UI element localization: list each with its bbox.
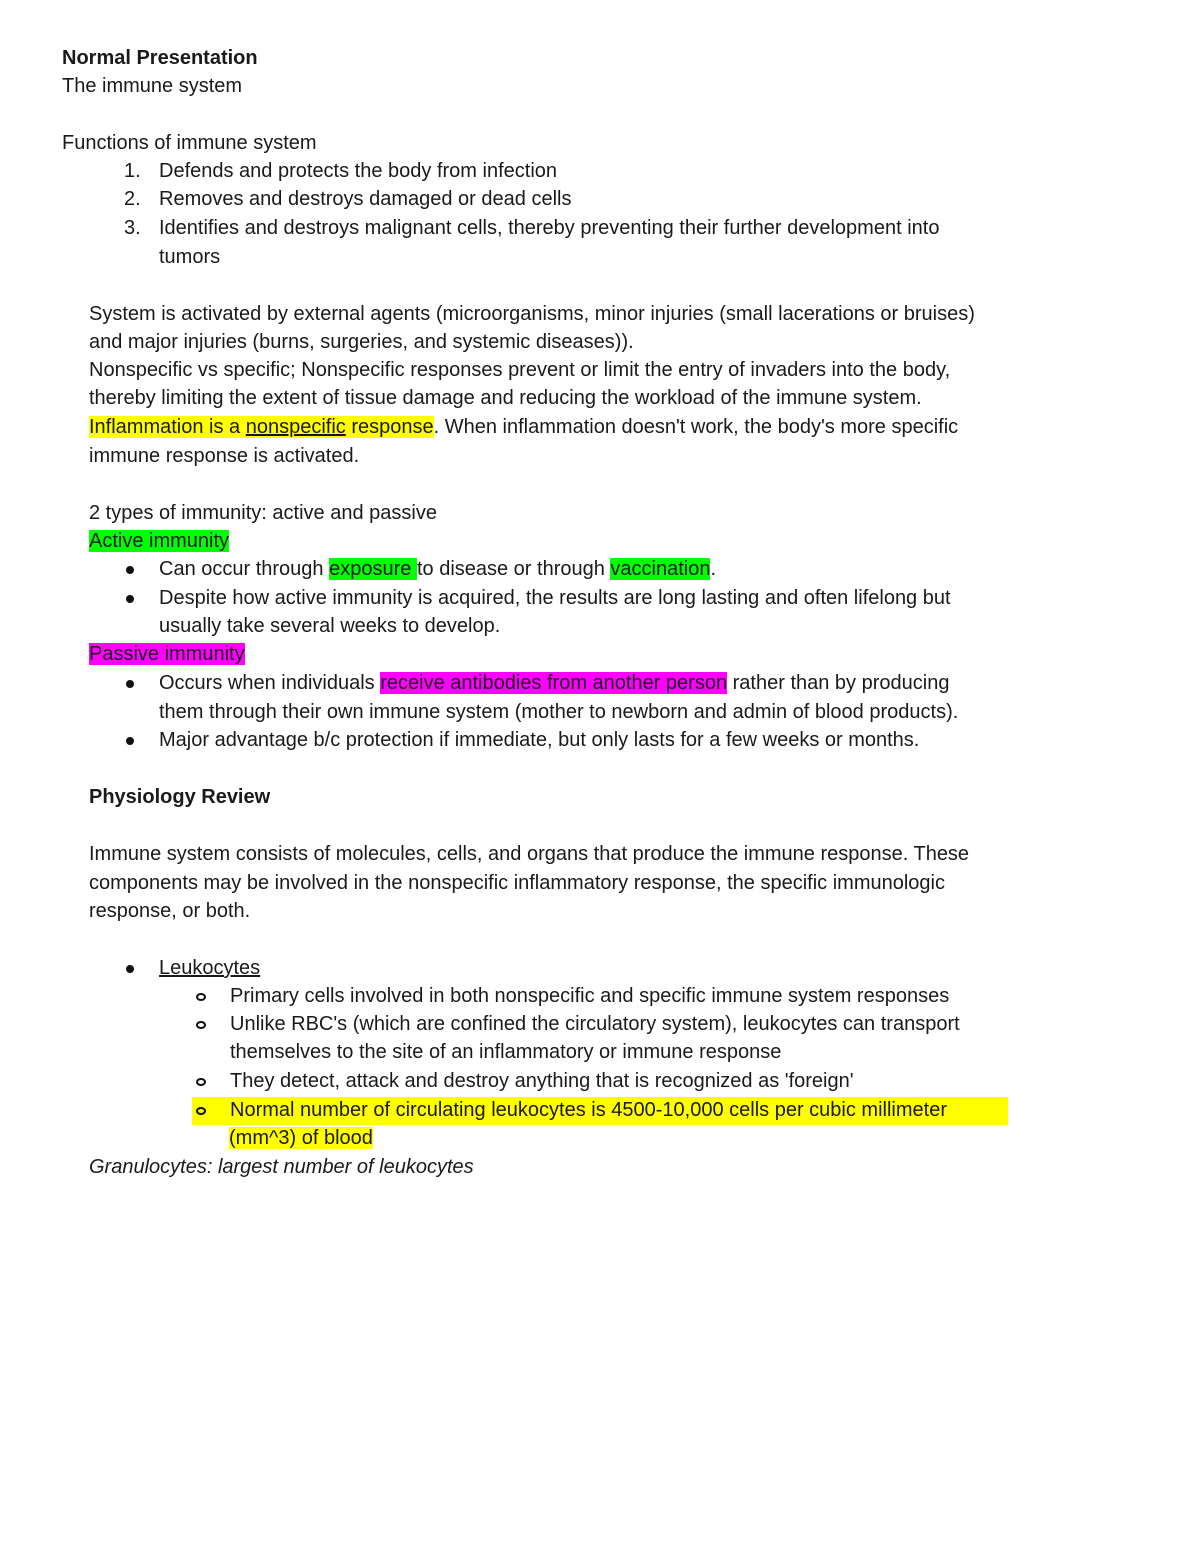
antibodies-highlight: receive antibodies from another person (380, 672, 728, 694)
hollow-bullet-icon (196, 1078, 206, 1086)
function-item: Removes and destroys damaged or dead cells (159, 188, 572, 210)
highlight-text: Inflammation is a (89, 416, 246, 438)
sub-bullet-item-highlighted: Normal number of circulating leukocytes is 4500-10,000 cells per cubic millimeter (230, 1099, 947, 1121)
bullet-text: Occurs when individuals (159, 672, 381, 694)
hollow-bullet-icon (196, 993, 206, 1001)
list-number: 3. (124, 217, 141, 239)
highlight-text: response (345, 416, 434, 438)
active-immunity-highlight: Active immunity (89, 530, 230, 552)
function-item: Defends and protects the body from infection (159, 160, 558, 182)
bullet-text: Can occur through (159, 558, 330, 580)
sub-bullet-item: Unlike RBC's (which are confined the circulatory system), leukocytes can transport (230, 1013, 960, 1035)
paragraph-line: System is activated by external agents (microorganisms, minor injuries (small lacerations or bruises) (89, 303, 975, 325)
section-heading: Physiology Review (89, 786, 271, 808)
bullet-item-continuation: them through their own immune system (mother to newborn and admin of blood products). (159, 701, 959, 723)
paragraph-line: response, or both. (89, 900, 251, 922)
paragraph-text: . When inflammation doesn't work, the body's more specific (433, 416, 959, 438)
active-immunity-label (89, 527, 229, 556)
leukocytes-label: Leukocytes (159, 957, 261, 979)
sub-bullet-continuation: themselves to the site of an inflammatory or immune response (230, 1041, 782, 1063)
granulocytes-note: Granulocytes: largest number of leukocytes (89, 1156, 474, 1178)
bullet-icon (126, 566, 134, 574)
hollow-bullet-icon (196, 1107, 206, 1115)
bullet-icon (126, 680, 134, 688)
function-item: Identifies and destroys malignant cells, thereby preventing their further development into (159, 217, 940, 239)
inflammation-highlight (89, 416, 434, 438)
bullet-item: Major advantage b/c protection if immediate, but only lasts for a few weeks or months. (159, 729, 920, 751)
paragraph-line: immune response is activated. (89, 445, 360, 467)
functions-title: Functions of immune system (62, 132, 317, 154)
paragraph-line-highlighted (89, 413, 958, 442)
bullet-text: rather than by producing (727, 672, 950, 694)
bullet-item (159, 555, 716, 584)
paragraph-line: Nonspecific vs specific; Nonspecific responses prevent or limit the entry of invaders into the body, (89, 359, 951, 381)
sub-bullet-item: Primary cells involved in both nonspecific and specific immune system responses (230, 985, 950, 1007)
paragraph-line: components may be involved in the nonspecific inflammatory response, the specific immunologic (89, 872, 945, 894)
passive-immunity-label (89, 640, 245, 669)
bullet-item (159, 669, 949, 698)
paragraph-line: and major injuries (burns, surgeries, and systemic diseases)). (89, 331, 634, 353)
sub-bullet-continuation-highlighted (229, 1124, 373, 1153)
immunity-title: 2 types of immunity: active and passive (89, 502, 437, 524)
bullet-icon (126, 595, 134, 603)
bullet-text: to disease or through (416, 558, 611, 580)
bullet-icon (126, 737, 134, 745)
leukocyte-count-highlight: (mm^3) of blood (229, 1127, 373, 1149)
paragraph-line: Immune system consists of molecules, cells, and organs that produce the immune response. These (89, 843, 970, 865)
bullet-text: . (710, 558, 717, 580)
list-number: 2. (124, 188, 141, 210)
section-subtitle: The immune system (62, 75, 243, 97)
exposure-highlight: exposure (329, 558, 417, 580)
function-item-continuation: tumors (159, 246, 221, 268)
sub-bullet-item: They detect, attack and destroy anything that is recognized as 'foreign' (230, 1070, 854, 1092)
underlined-term: nonspecific (245, 416, 346, 438)
list-number: 1. (124, 160, 141, 182)
vaccination-highlight: vaccination (610, 558, 711, 580)
passive-immunity-highlight: Passive immunity (89, 643, 245, 665)
bullet-item-continuation: usually take several weeks to develop. (159, 615, 501, 637)
bullet-item: Despite how active immunity is acquired, the results are long lasting and often lifelong but (159, 587, 951, 609)
paragraph-line: thereby limiting the extent of tissue damage and reducing the workload of the immune system. (89, 387, 922, 409)
bullet-icon (126, 965, 134, 973)
section-heading: Normal Presentation (62, 47, 258, 69)
hollow-bullet-icon (196, 1021, 206, 1029)
